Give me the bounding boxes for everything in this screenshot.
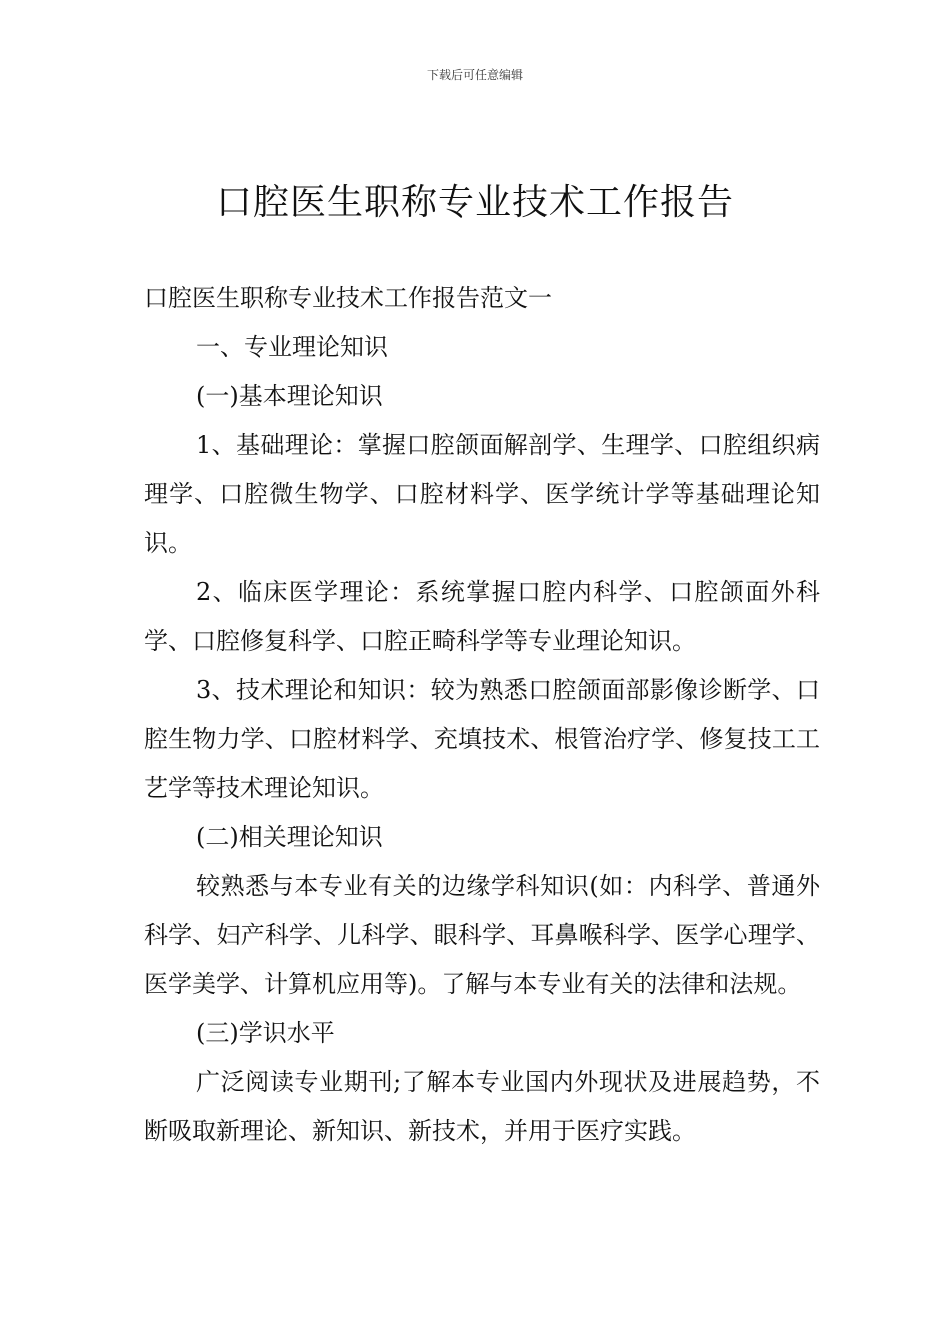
paragraph-technical-theory: 3、技术理论和知识：较为熟悉口腔颌面部影像诊断学、口腔生物力学、口腔材料学、充填技术、根管治疗学、修复技工工艺学等技术理论知识。 — [144, 676, 820, 802]
paragraph-academic-level: 广泛阅读专业期刊;了解本专业国内外现状及进展趋势，不断吸取新理论、新知识、新技术，并用于医疗实践。 — [144, 1068, 820, 1145]
subsection-heading-1: (一)基本理论知识 — [196, 382, 383, 410]
paragraph-basic-theory: 1、基础理论：掌握口腔颌面解剖学、生理学、口腔组织病理学、口腔微生物学、口腔材料学、医学统计学等基础理论知识。 — [144, 431, 820, 557]
document-title: 口腔医生职称专业技术工作报告 — [215, 182, 734, 223]
subsection-heading-2: (二)相关理论知识 — [196, 823, 383, 851]
document-body — [144, 274, 820, 1156]
paragraph-subtitle: 口腔医生职称专业技术工作报告范文一 — [144, 284, 552, 312]
section-heading-1: 一、专业理论知识 — [196, 333, 388, 361]
subsection-heading-3: (三)学识水平 — [196, 1019, 335, 1047]
page-header-note: 下载后可任意编辑 — [426, 68, 523, 82]
paragraph-clinical-theory: 2、临床医学理论：系统掌握口腔内科学、口腔颌面外科学、口腔修复科学、口腔正畸科学等专业理论知识。 — [144, 578, 820, 655]
paragraph-related-knowledge: 较熟悉与本专业有关的边缘学科知识(如：内科学、普通外科学、妇产科学、儿科学、眼科学、耳鼻喉科学、医学心理学、医学美学、计算机应用等)。了解与本专业有关的法律和法规。 — [144, 872, 820, 998]
